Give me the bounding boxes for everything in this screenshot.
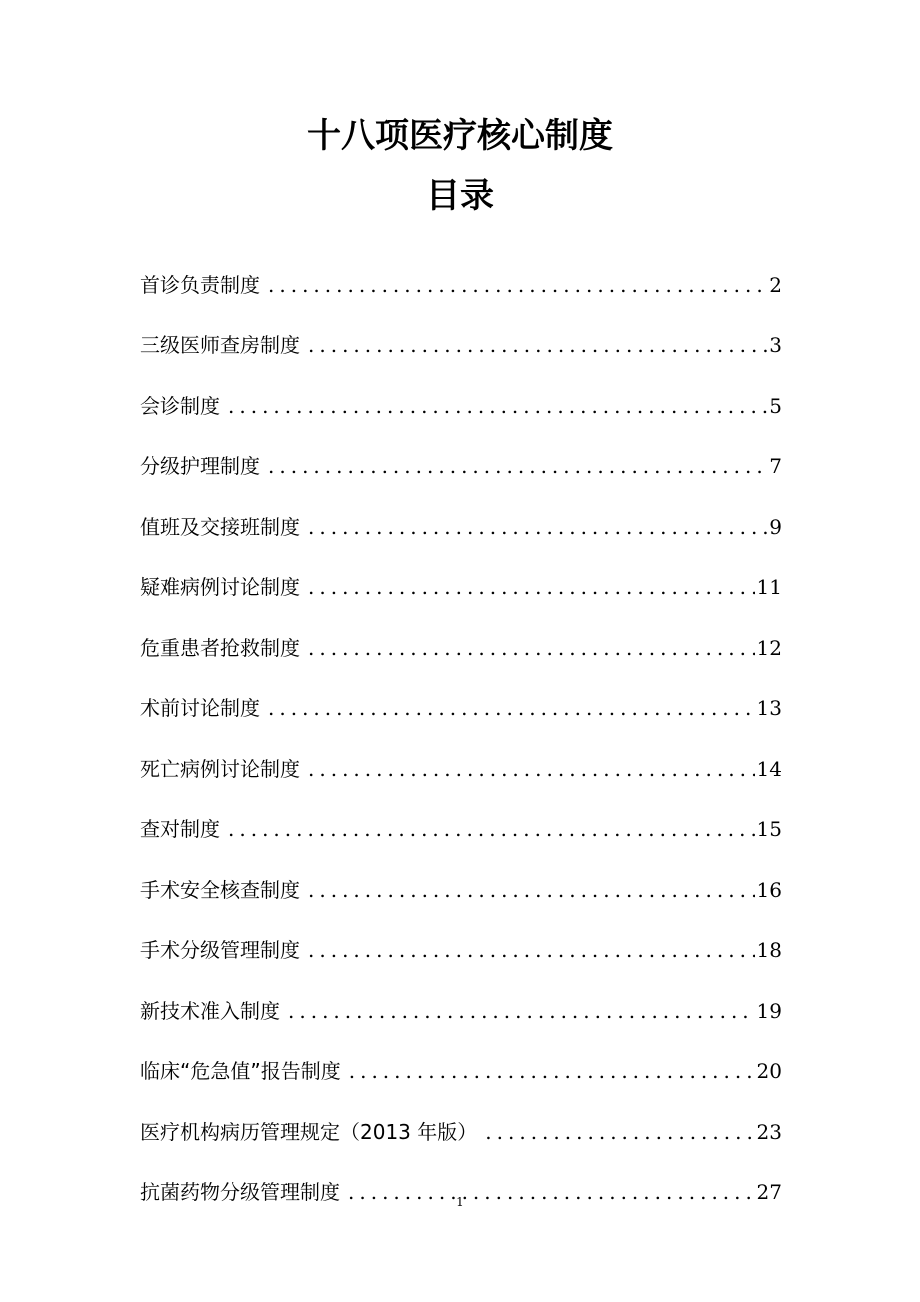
- toc-leader-dots: [300, 755, 755, 783]
- toc-entry-label: 值班及交接班制度: [140, 514, 300, 539]
- toc-entry-label: 抗菌药物分级管理制度: [140, 1180, 340, 1204]
- toc-entry[interactable]: [140, 722, 782, 783]
- toc-entry[interactable]: [140, 541, 782, 602]
- toc-leader-dots: [477, 1118, 754, 1146]
- toc-entry-page: 3: [769, 333, 782, 357]
- toc-entry-page: 14: [756, 756, 782, 781]
- toc-entry-page: 12: [756, 635, 782, 660]
- document-title: 十八项医疗核心制度: [307, 116, 613, 156]
- toc-entry-page: 11: [756, 575, 782, 599]
- toc-entry-page: 2: [769, 272, 782, 297]
- table-of-contents: [140, 238, 782, 1206]
- toc-entry-label: 会诊制度: [140, 393, 220, 418]
- toc-leader-dots: [260, 694, 755, 722]
- toc-leader-dots: [260, 452, 767, 480]
- toc-entry-label: 新技术准入制度: [140, 998, 280, 1023]
- toc-leader-dots: [300, 876, 755, 904]
- toc-entry-page: 16: [756, 877, 782, 902]
- toc-entry-label: 三级医师查房制度: [140, 333, 300, 357]
- toc-leader-dots: [280, 997, 755, 1025]
- toc-entry-label: 首诊负责制度: [140, 272, 260, 297]
- toc-leader-dots: [300, 573, 755, 601]
- toc-entry-label: 查对制度: [140, 817, 220, 841]
- toc-leader-dots: [220, 815, 755, 843]
- toc-entry-label: 危重患者抢救制度: [140, 635, 300, 660]
- toc-leader-dots: [300, 331, 767, 359]
- toc-heading: 目录: [426, 176, 494, 216]
- toc-entry-label: 死亡病例讨论制度: [140, 756, 300, 781]
- toc-entry-label: 手术安全核查制度: [140, 877, 300, 902]
- toc-leader-dots: [341, 1057, 755, 1085]
- toc-entry-label: 疑难病例讨论制度: [140, 575, 300, 599]
- toc-entry-page: 7: [769, 454, 782, 478]
- toc-entry[interactable]: [140, 1025, 782, 1086]
- toc-leader-dots: [260, 271, 767, 299]
- toc-entry-page: 20: [756, 1059, 782, 1083]
- toc-entry[interactable]: [140, 359, 782, 420]
- toc-entry[interactable]: [140, 238, 782, 299]
- toc-entry[interactable]: [140, 480, 782, 541]
- toc-leader-dots: [300, 936, 755, 964]
- toc-entry-label: 手术分级管理制度: [140, 938, 300, 962]
- toc-entry-label: 术前讨论制度: [140, 696, 260, 720]
- toc-entry[interactable]: [140, 843, 782, 904]
- toc-entry[interactable]: [140, 964, 782, 1025]
- toc-entry-label: 分级护理制度: [140, 454, 260, 478]
- toc-entry[interactable]: [140, 601, 782, 662]
- toc-entry-page: 15: [756, 817, 782, 841]
- toc-entry[interactable]: [140, 1085, 782, 1146]
- toc-entry-label: 医疗机构病历管理规定（2013 年版）: [140, 1119, 478, 1144]
- toc-entry-page: 19: [756, 998, 782, 1023]
- toc-entry-page: 5: [769, 393, 782, 418]
- toc-entry-page: 13: [756, 696, 782, 720]
- toc-entry-page: 9: [769, 514, 782, 539]
- toc-entry[interactable]: [140, 420, 782, 481]
- toc-entry[interactable]: [140, 662, 782, 723]
- toc-leader-dots: [220, 392, 767, 420]
- toc-leader-dots: [300, 513, 767, 541]
- toc-entry-page: 18: [756, 938, 782, 962]
- toc-leader-dots: [300, 634, 755, 662]
- toc-entry[interactable]: [140, 904, 782, 965]
- toc-entry[interactable]: [140, 783, 782, 844]
- toc-entry-page: 23: [756, 1119, 782, 1144]
- toc-entry-label: 临床“危急值”报告制度: [140, 1059, 341, 1083]
- page-number: 1: [456, 1195, 464, 1209]
- toc-entry[interactable]: [140, 299, 782, 360]
- toc-entry-page: 27: [756, 1180, 782, 1204]
